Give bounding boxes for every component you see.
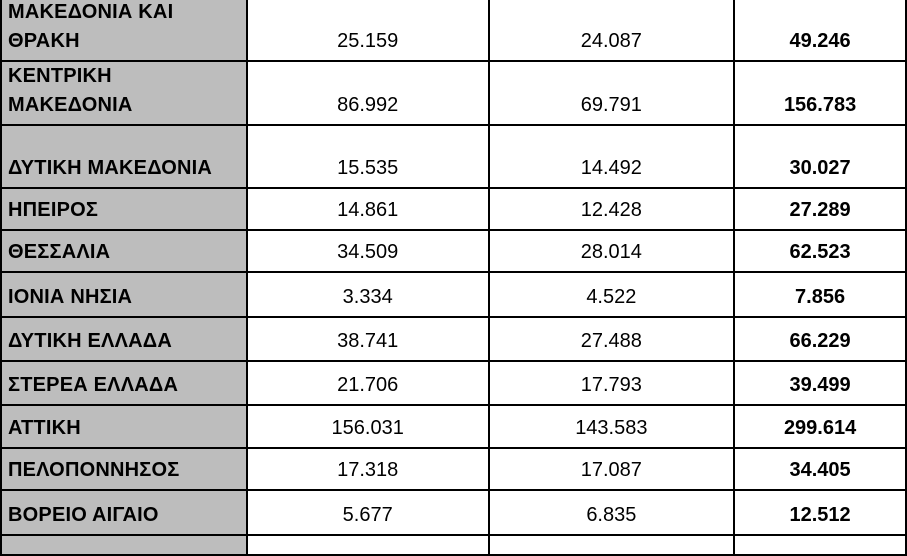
region-label-line: ΘΕΣΣΑΛΙΑ [8, 241, 111, 263]
table-row [1, 405, 906, 448]
region-cell [1, 490, 247, 535]
value-cell-col2: 14.492 [489, 125, 735, 188]
region-cell [1, 272, 247, 317]
region-label-line: ΚΕΝΤΡΙΚΗ [8, 65, 112, 87]
value-cell-col1: 34.509 [247, 230, 489, 272]
region-cell-empty [1, 535, 247, 555]
table-row [1, 230, 906, 272]
region-cell [1, 230, 247, 272]
table-row [1, 0, 906, 61]
total-cell: 299.614 [734, 405, 906, 448]
value-cell-col2: 24.087 [489, 0, 735, 61]
value-cell-col2: 6.835 [489, 490, 735, 535]
total-cell: 7.856 [734, 272, 906, 317]
value-cell-col1: 21.706 [247, 361, 489, 405]
total-cell: 12.512 [734, 490, 906, 535]
value-cell-col2: 17.793 [489, 361, 735, 405]
total-cell: 34.405 [734, 448, 906, 490]
value-cell-col2: 69.791 [489, 61, 735, 125]
region-cell [1, 317, 247, 361]
value-cell-col2: 4.522 [489, 272, 735, 317]
total-cell: 156.783 [734, 61, 906, 125]
value-cell-col1: 38.741 [247, 317, 489, 361]
total-cell: 49.246 [734, 0, 906, 61]
value-cell-col1: 14.861 [247, 188, 489, 230]
value-cell-col1: 15.535 [247, 125, 489, 188]
total-cell: 66.229 [734, 317, 906, 361]
region-label-line: ΣΤΕΡΕΑ ΕΛΛΑΔΑ [8, 374, 179, 396]
value-cell-col2: 28.014 [489, 230, 735, 272]
region-label-line: ΒΟΡΕΙΟ ΑΙΓΑΙΟ [8, 504, 159, 526]
value-cell-col2: 12.428 [489, 188, 735, 230]
value-cell-col1: 3.334 [247, 272, 489, 317]
region-label-line: ΜΑΚΕΔΟΝΙΑ ΚΑΙ [8, 1, 174, 23]
region-label-line: ΜΑΚΕΔΟΝΙΑ [8, 94, 133, 116]
region-label-line: ΙΟΝΙΑ ΝΗΣΙΑ [8, 286, 133, 308]
table-row [1, 61, 906, 125]
value-cell-empty [247, 535, 489, 555]
total-cell: 27.289 [734, 188, 906, 230]
table-row [1, 125, 906, 188]
table-row [1, 361, 906, 405]
region-label-line: ΠΕΛΟΠΟΝΝΗΣΟΣ [8, 459, 180, 481]
region-cell [1, 61, 247, 125]
total-cell: 30.027 [734, 125, 906, 188]
region-label-line: ΗΠΕΙΡΟΣ [8, 199, 99, 221]
value-cell-col1: 25.159 [247, 0, 489, 61]
value-cell-col1: 156.031 [247, 405, 489, 448]
region-label-line: ΑΤΤΙΚΗ [8, 417, 81, 439]
region-cell [1, 361, 247, 405]
value-cell-col2: 27.488 [489, 317, 735, 361]
value-cell-col2: 17.087 [489, 448, 735, 490]
table-row [1, 448, 906, 490]
total-cell: 62.523 [734, 230, 906, 272]
region-cell [1, 448, 247, 490]
region-label-line: ΔΥΤΙΚΗ ΕΛΛΑΔΑ [8, 330, 172, 352]
value-cell-col2: 143.583 [489, 405, 735, 448]
region-cell [1, 0, 247, 61]
value-cell-col1: 17.318 [247, 448, 489, 490]
table-row [1, 490, 906, 535]
total-cell-empty [734, 535, 906, 555]
total-cell: 39.499 [734, 361, 906, 405]
region-label-line: ΔΥΤΙΚΗ ΜΑΚΕΔΟΝΙΑ [8, 157, 213, 179]
value-cell-empty [489, 535, 735, 555]
region-cell [1, 188, 247, 230]
table-row [1, 535, 906, 555]
table-row [1, 188, 906, 230]
table-row [1, 272, 906, 317]
region-label-line: ΘΡΑΚΗ [8, 30, 80, 52]
value-cell-col1: 86.992 [247, 61, 489, 125]
table-row [1, 317, 906, 361]
region-cell [1, 405, 247, 448]
region-cell [1, 125, 247, 188]
value-cell-col1: 5.677 [247, 490, 489, 535]
